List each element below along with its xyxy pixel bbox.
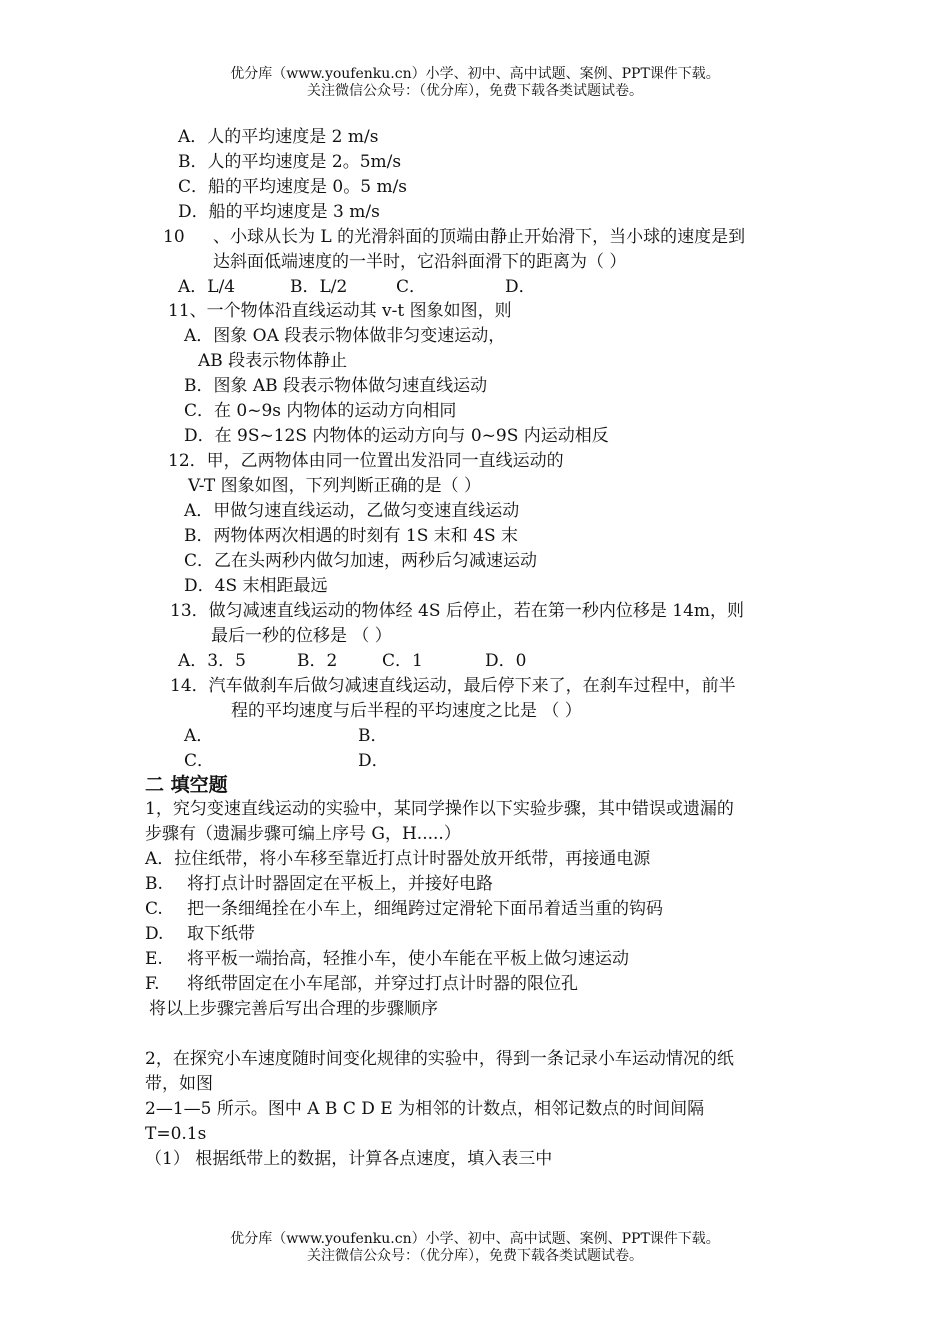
q14-option-d: D． bbox=[358, 751, 389, 771]
q11-option-c: C．在 0~9s 内物体的运动方向相同 bbox=[184, 401, 457, 421]
q13-stem-line-2: 最后一秒的位移是 （ ） bbox=[211, 626, 392, 646]
fill-q1-line-1: 1，究匀变速直线运动的实验中，某同学操作以下实验步骤，其中错误或遗漏的 bbox=[145, 799, 734, 819]
q14-option-c: C． bbox=[184, 751, 215, 771]
q10-option-a: A．L/4 bbox=[178, 277, 236, 297]
fill-q2-sub-1: （1） 根据纸带上的数据，计算各点速度，填入表三中 bbox=[145, 1149, 553, 1169]
q9-option-b: B．人的平均速度是 2。5m/s bbox=[178, 152, 402, 172]
fill-q1-instruction: 将以上步骤完善后写出合理的步骤顺序 bbox=[149, 999, 438, 1019]
header-line-2: 关注微信公众号：（优分库），免费下载各类试题试卷。 bbox=[307, 83, 643, 99]
step-e-text: 将平板一端抬高，轻推小车，使小车能在平板上做匀速运动 bbox=[187, 949, 629, 969]
step-b-text: 将打点计时器固定在平板上，并接好电路 bbox=[187, 874, 493, 894]
q11-option-a-line-2: AB 段表示物体静止 bbox=[198, 351, 348, 371]
step-f-label: F. bbox=[145, 974, 160, 994]
q10-option-c: C． bbox=[396, 277, 427, 297]
q12-option-d: D．4S 末相距最远 bbox=[184, 576, 328, 596]
step-b-label: B. bbox=[145, 874, 163, 894]
page-header bbox=[0, 66, 950, 100]
step-e-label: E. bbox=[145, 949, 163, 969]
q11-option-d: D．在 9S~12S 内物体的运动方向与 0~9S 内运动相反 bbox=[184, 426, 609, 446]
q13-option-a: A．3．5 bbox=[178, 651, 246, 671]
q14-option-a: A． bbox=[184, 726, 214, 746]
q13-option-b: B．2 bbox=[297, 651, 338, 671]
q13-stem-line-1: 13．做匀减速直线运动的物体经 4S 后停止，若在第一秒内位移是 14m，则 bbox=[170, 601, 745, 621]
q9-option-c: C．船的平均速度是 0。5 m/s bbox=[178, 177, 408, 197]
q10-stem-line-2: 达斜面低端速度的一半时，它沿斜面滑下的距离为（ ） bbox=[213, 252, 627, 272]
page-footer bbox=[0, 1231, 950, 1265]
q10-stem-line-1: 、小球从长为 L 的光滑斜面的顶端由静止开始滑下，当小球的速度是到 bbox=[213, 227, 746, 247]
q14-stem-line-2: 程的平均速度与后半程的平均速度之比是 （ ） bbox=[231, 701, 582, 721]
footer-line-2: 关注微信公众号：（优分库），免费下载各类试题试卷。 bbox=[307, 1248, 643, 1264]
q12-stem-line-1: 12．甲，乙两物体由同一位置出发沿同一直线运动的 bbox=[168, 451, 564, 471]
q14-stem-line-1: 14．汽车做刹车后做匀减速直线运动，最后停下来了，在刹车过程中，前半 bbox=[170, 676, 736, 696]
fill-q2-line-2: 带，如图 bbox=[145, 1074, 213, 1094]
q11-stem: 11、一个物体沿直线运动其 v-t 图象如图，则 bbox=[168, 301, 512, 321]
q12-option-a: A．甲做匀速直线运动，乙做匀变速直线运动 bbox=[184, 501, 520, 521]
q12-stem-line-2: V-T 图象如图，下列判断正确的是（ ） bbox=[188, 476, 482, 496]
section-title: 二 填空题 bbox=[145, 774, 228, 796]
q13-option-c: C．1 bbox=[382, 651, 423, 671]
q13-option-d: D．0 bbox=[485, 651, 527, 671]
step-f-text: 将纸带固定在小车尾部，并穿过打点计时器的限位孔 bbox=[187, 974, 578, 994]
q10-option-b: B．L/2 bbox=[290, 277, 348, 297]
header-line-1: 优分库（www.youfenku.cn）小学、初中、高中试题、案例、PPT课件下载。 bbox=[230, 66, 720, 82]
q10-number: 10 bbox=[163, 227, 185, 247]
fill-q2-line-4: T=0.1s bbox=[145, 1124, 207, 1144]
step-c-text: 把一条细绳拴在小车上，细绳跨过定滑轮下面吊着适当重的钩码 bbox=[187, 899, 663, 919]
q12-option-c: C．乙在头两秒内做匀加速，两秒后匀减速运动 bbox=[184, 551, 538, 571]
step-c-label: C. bbox=[145, 899, 163, 919]
step-d-label: D. bbox=[145, 924, 164, 944]
step-a: A．拉住纸带，将小车移至靠近打点计时器处放开纸带，再接通电源 bbox=[145, 849, 651, 869]
footer-line-1: 优分库（www.youfenku.cn）小学、初中、高中试题、案例、PPT课件下载。 bbox=[230, 1231, 720, 1247]
fill-q1-line-2: 步骤有（遗漏步骤可编上序号 G，H.....） bbox=[145, 824, 461, 844]
q11-option-b: B．图象 AB 段表示物体做匀速直线运动 bbox=[184, 376, 488, 396]
fill-q2-line-3: 2—1—5 所示。图中 A B C D E 为相邻的计数点，相邻记数点的时间间隔 bbox=[145, 1099, 705, 1119]
q10-option-d: D． bbox=[505, 277, 536, 297]
fill-q2-line-1: 2，在探究小车速度随时间变化规律的实验中，得到一条记录小车运动情况的纸 bbox=[145, 1049, 734, 1069]
q12-option-b: B．两物体两次相遇的时刻有 1S 末和 4S 末 bbox=[184, 526, 519, 546]
q11-option-a-line-1: A．图象 OA 段表示物体做非匀变速运动， bbox=[184, 326, 506, 346]
q14-option-b: B． bbox=[358, 726, 388, 746]
q9-option-d: D．船的平均速度是 3 m/s bbox=[178, 202, 380, 222]
step-d-text: 取下纸带 bbox=[187, 924, 255, 944]
q9-option-a: A．人的平均速度是 2 m/s bbox=[178, 127, 379, 147]
